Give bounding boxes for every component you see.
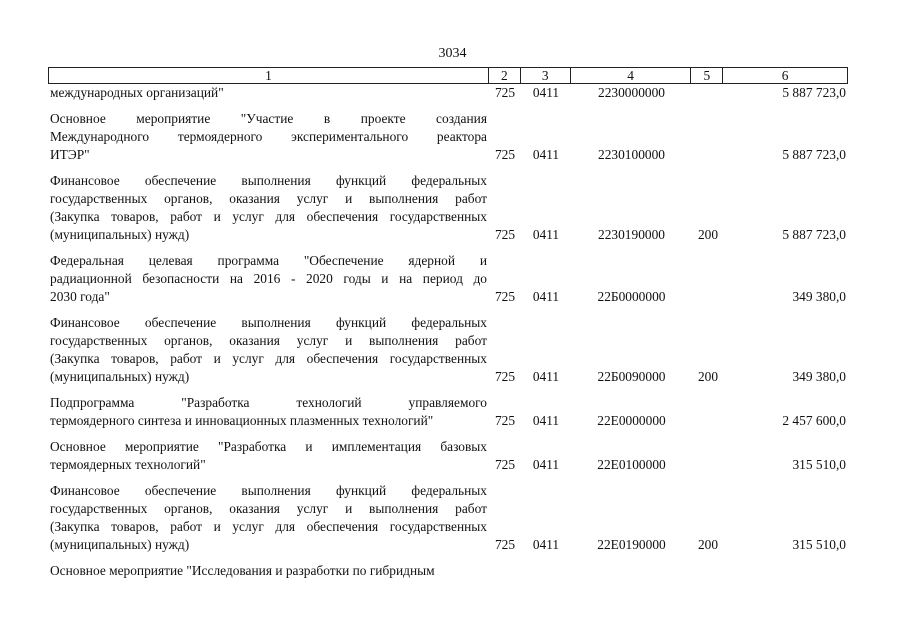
description-line: государственных органов, оказания услуг и выполнения работ [50, 191, 487, 206]
code-rz-pr: 0411 [532, 147, 560, 162]
amount-value: 349 380,0 [792, 289, 846, 304]
row-description [48, 172, 489, 244]
description-line: Подпрограмма "Разработка технологий управляемого [50, 395, 487, 410]
column-header-5: 5 [691, 68, 723, 83]
row-description [48, 314, 489, 386]
description-line: (муниципальных) нужд) [50, 227, 190, 242]
code-gr: 725 [494, 457, 516, 472]
code-rz-pr: 0411 [532, 289, 560, 304]
code-vr: 200 [697, 537, 719, 552]
code-gr: 725 [494, 147, 516, 162]
row-description [48, 252, 489, 306]
code-csr: 2230190000 [598, 227, 665, 242]
code-gr: 725 [494, 537, 516, 552]
row-description [48, 84, 489, 102]
description-line: Финансовое обеспечение выполнения функций федеральных [50, 173, 487, 188]
code-csr: 22Е0100000 [597, 457, 666, 472]
amount-value: 5 887 723,0 [782, 227, 846, 242]
column-header-4: 4 [571, 68, 692, 83]
description-line: Финансовое обеспечение выполнения функций федеральных [50, 483, 487, 498]
code-gr: 725 [494, 85, 516, 100]
description-line: Основное мероприятие "Разработка и имплементация базовых [50, 439, 487, 454]
description-line: международных организаций" [50, 85, 224, 100]
amount-value: 315 510,0 [792, 457, 846, 472]
description-line: (муниципальных) нужд) [50, 537, 190, 552]
code-vr: 200 [697, 369, 719, 384]
amount-value: 315 510,0 [792, 537, 846, 552]
code-rz-pr: 0411 [532, 85, 560, 100]
description-line: Основное мероприятие "Исследования и разработки по гибридным [50, 563, 435, 578]
code-gr: 725 [494, 289, 516, 304]
row-description [48, 438, 489, 474]
column-header-3: 3 [521, 68, 571, 83]
description-line: (Закупка товаров, работ и услуг для обеспечения государственных [50, 519, 487, 534]
column-header-2: 2 [489, 68, 521, 83]
table-row [48, 562, 848, 580]
code-rz-pr: 0411 [532, 369, 560, 384]
description-line: Финансовое обеспечение выполнения функций федеральных [50, 315, 487, 330]
table-row [48, 110, 848, 164]
table-row [48, 482, 848, 554]
code-gr: 725 [494, 227, 516, 242]
description-line: Основное мероприятие "Участие в проекте создания [50, 111, 487, 126]
description-line: (Закупка товаров, работ и услуг для обеспечения государственных [50, 351, 487, 366]
description-line: радиационной безопасности на 2016 - 2020 годы и на период до [50, 271, 487, 286]
table-row [48, 394, 848, 430]
description-line: 2030 года" [50, 289, 110, 304]
code-csr: 2230100000 [598, 147, 665, 162]
row-description [48, 110, 489, 164]
description-line: ИТЭР" [50, 147, 90, 162]
row-description [48, 562, 489, 580]
amount-value: 5 887 723,0 [782, 147, 846, 162]
code-gr: 725 [494, 413, 516, 428]
code-csr: 2230000000 [598, 85, 665, 100]
description-line: государственных органов, оказания услуг и выполнения работ [50, 333, 487, 348]
description-line: термоядерного синтеза и инновационных плазменных технологий" [50, 413, 434, 428]
code-rz-pr: 0411 [532, 537, 560, 552]
code-csr: 22Б0000000 [597, 289, 666, 304]
code-rz-pr: 0411 [532, 457, 560, 472]
table-row [48, 172, 848, 244]
table-row [48, 252, 848, 306]
row-description [48, 482, 489, 554]
code-csr: 22Е0190000 [597, 537, 666, 552]
code-vr: 200 [697, 227, 719, 242]
amount-value: 5 887 723,0 [782, 85, 846, 100]
column-header-6: 6 [781, 68, 789, 83]
description-line: термоядерных технологий" [50, 457, 206, 472]
code-csr: 22Б0090000 [597, 369, 666, 384]
description-line: государственных органов, оказания услуг и выполнения работ [50, 501, 487, 516]
description-line: (муниципальных) нужд) [50, 369, 190, 384]
code-csr: 22Е0000000 [597, 413, 666, 428]
description-line: Международного термоядерного экспериментального реактора [50, 129, 487, 144]
budget-table-body [48, 84, 848, 580]
code-gr: 725 [494, 369, 516, 384]
row-description [48, 394, 489, 430]
column-header-1: 1 [49, 68, 489, 83]
description-line: (Закупка товаров, работ и услуг для обеспечения государственных [50, 209, 487, 224]
table-row [48, 314, 848, 386]
table-column-header [48, 67, 848, 84]
table-row [48, 438, 848, 474]
table-row [48, 84, 848, 102]
code-rz-pr: 0411 [532, 413, 560, 428]
description-line: Федеральная целевая программа "Обеспечение ядерной и [50, 253, 487, 268]
code-rz-pr: 0411 [532, 227, 560, 242]
amount-value: 2 457 600,0 [782, 413, 846, 428]
page-number: 3034 [438, 46, 467, 61]
amount-value: 349 380,0 [792, 369, 846, 384]
